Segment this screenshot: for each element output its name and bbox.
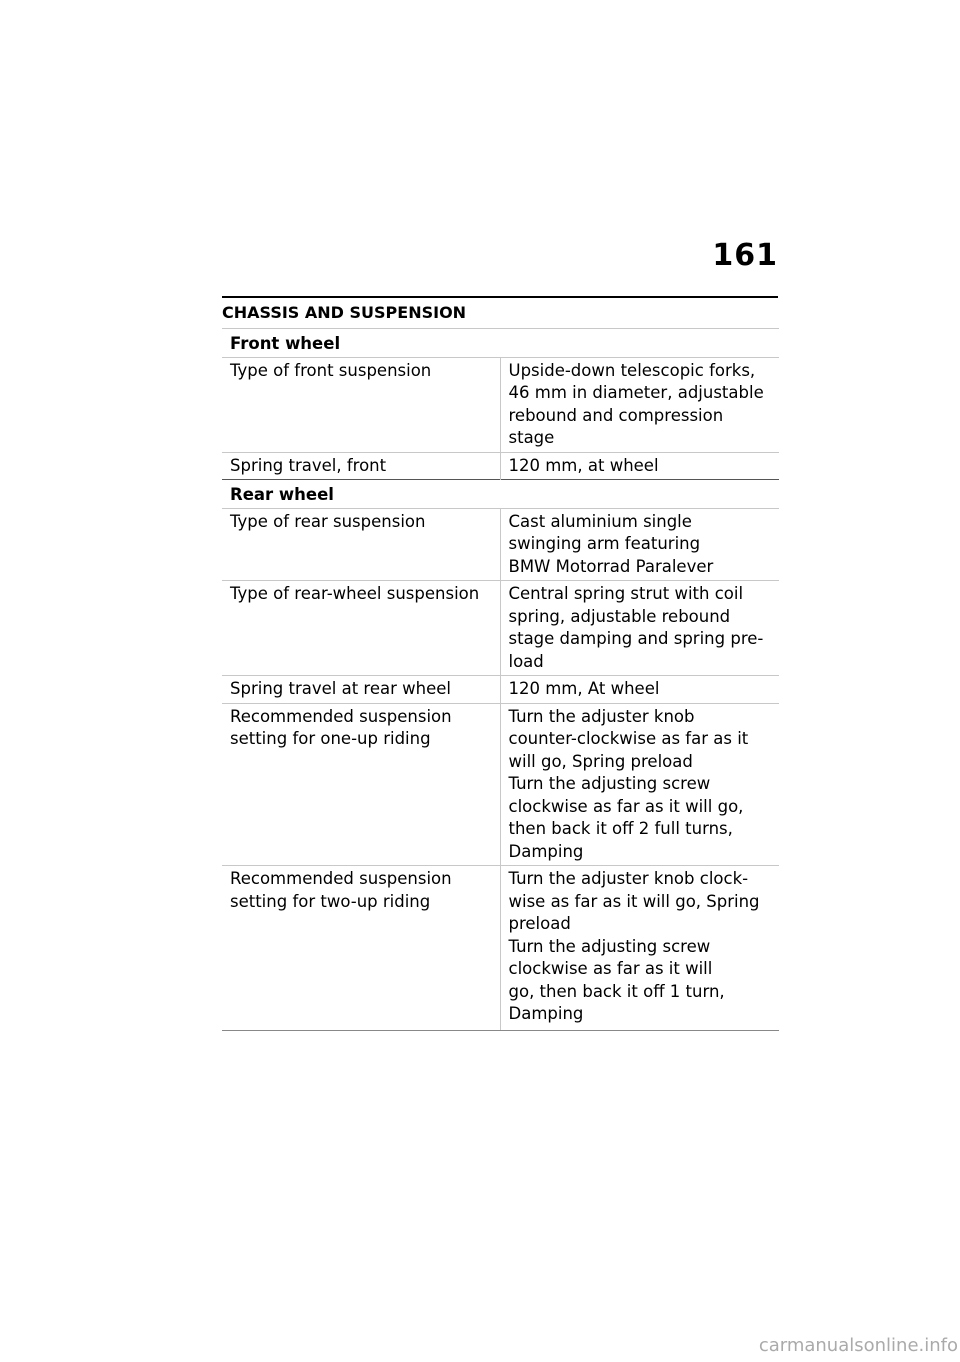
spec-label: Spring travel, front	[222, 452, 500, 480]
section-title: CHASSIS AND SUSPENSION	[222, 296, 778, 322]
spec-value-line: Turn the adjuster knob	[508, 706, 695, 726]
spec-value-line: 120 mm, at wheel	[508, 455, 659, 475]
spec-label-line: Recommended suspension	[230, 706, 452, 726]
spec-label: Type of rear-wheel suspension	[222, 581, 500, 676]
group-heading-row	[222, 329, 779, 358]
spec-value	[500, 357, 779, 452]
spec-value	[500, 508, 779, 581]
group-heading-front: Front wheel	[222, 329, 779, 358]
table-row	[222, 703, 779, 866]
spec-value-line: spring, adjustable rebound	[508, 606, 731, 626]
spec-label-line: Recommended suspension	[230, 869, 452, 888]
spec-value-line: load	[508, 651, 544, 671]
spec-value-line: clockwise as far as it will	[508, 959, 713, 978]
page-number: 161	[712, 238, 778, 273]
spec-value-line: then back it off 2 full turns,	[508, 819, 733, 838]
spec-value-line: Upside-down telescopic forks,	[508, 360, 756, 380]
group-heading-row	[222, 480, 779, 509]
spec-value-line: BMW Motorrad Paralever	[508, 556, 714, 576]
table-row	[222, 676, 779, 704]
spec-table	[222, 328, 779, 1031]
spec-value-line: Cast aluminium single	[508, 511, 692, 531]
spec-label-line: setting for two-up riding	[230, 891, 431, 911]
table-row	[222, 581, 779, 676]
table-row	[222, 357, 779, 452]
spec-value-line: go, then back it off 1 turn,	[508, 981, 725, 1001]
spec-label: Type of rear suspension	[222, 508, 500, 581]
spec-value-line: Turn the adjuster knob clock-	[508, 869, 749, 888]
spec-value-line: preload	[508, 914, 571, 933]
spec-value	[500, 452, 779, 480]
spec-value-line: swinging arm featuring	[508, 534, 701, 553]
spec-value-line: stage	[508, 428, 555, 447]
spec-value-line: Central spring strut with coil	[508, 584, 744, 603]
spec-value-line: clockwise as far as it will go,	[508, 796, 744, 816]
spec-label: Spring travel at rear wheel	[222, 676, 500, 704]
table-row	[222, 866, 779, 1031]
spec-value-line: will go, Spring preload	[508, 751, 693, 771]
spec-value-line: stage damping and spring pre-	[508, 629, 764, 648]
spec-value	[500, 703, 779, 866]
spec-label	[222, 866, 500, 1031]
spec-value-line: wise as far as it will go, Spring	[508, 891, 760, 911]
spec-value-line: 120 mm, At wheel	[508, 679, 660, 698]
spec-value-line: 46 mm in diameter, adjustable	[508, 383, 764, 402]
spec-value-line: Damping	[508, 841, 584, 861]
spec-label: Type of front suspension	[222, 357, 500, 452]
spec-value-line: Turn the adjusting screw	[508, 774, 711, 793]
table-row	[222, 508, 779, 581]
group-heading-rear: Rear wheel	[222, 480, 779, 509]
spec-value	[500, 866, 779, 1031]
spec-value-line: rebound and compression	[508, 405, 724, 425]
spec-value	[500, 581, 779, 676]
spec-value-line: Turn the adjusting screw	[508, 936, 711, 956]
spec-label-line: setting for one-up riding	[230, 729, 431, 748]
spec-value-line: counter-clockwise as far as it	[508, 729, 749, 748]
spec-value-line: Damping	[508, 1004, 584, 1023]
spec-label	[222, 703, 500, 866]
watermark: carmanualsonline.info	[758, 1335, 958, 1356]
spec-value	[500, 676, 779, 704]
table-row	[222, 452, 779, 480]
